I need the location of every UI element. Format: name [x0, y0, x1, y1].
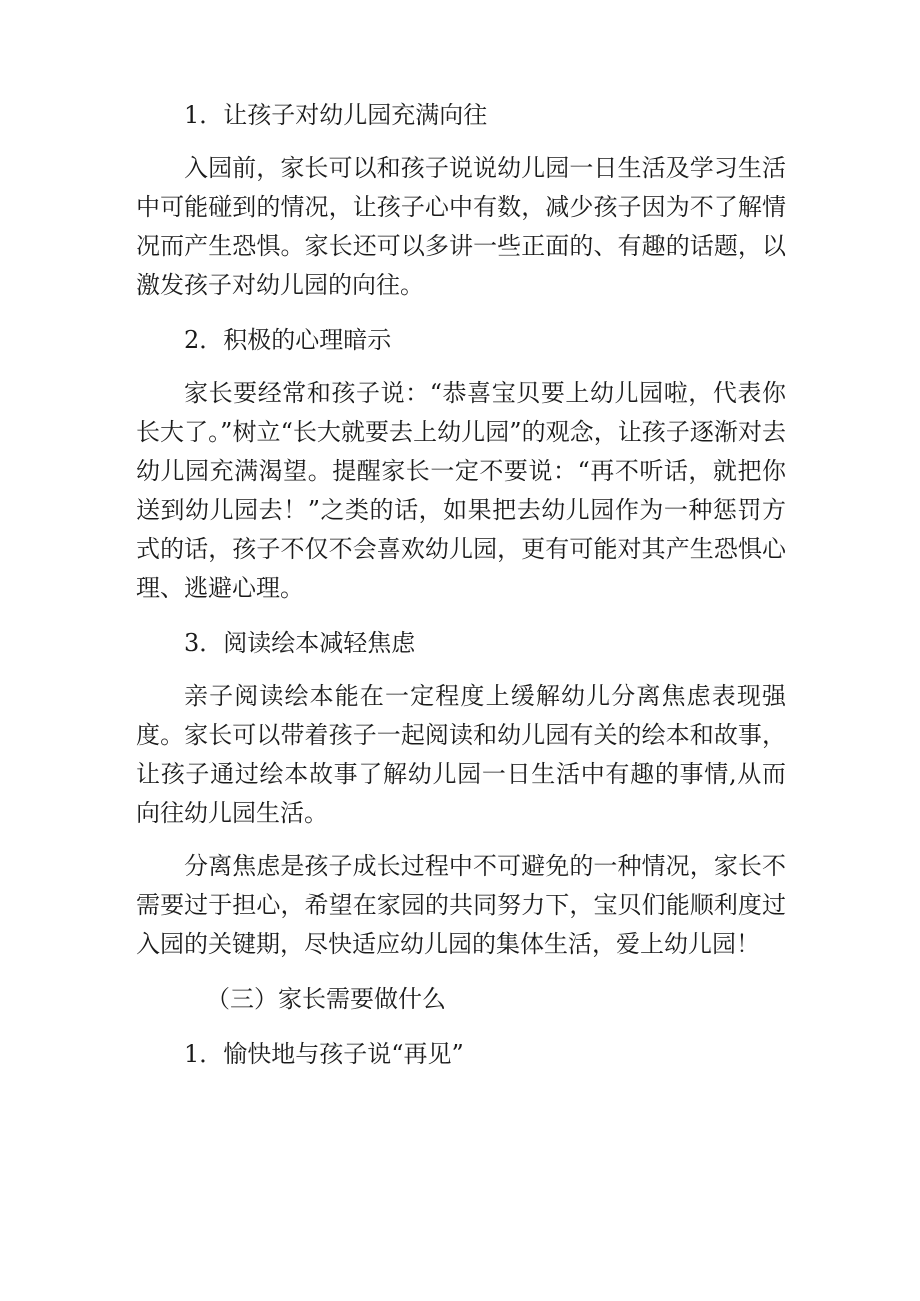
paragraph-2: 家长要经常和孩子说：“恭喜宝贝要上幼儿园啦，代表你长大了。”树立“长大就要去上幼儿园”的观念，让孩子逐渐对去幼儿园充满渴望。提醒家长一定不要说：“再不听话，就把你送到幼儿园去！”之类的话，如果把去幼儿园作为一种惩罚方式的话，孩子不仅不会喜欢幼儿园，更有可能对其产生恐惧心理、逃避心理。	[136, 379, 786, 602]
paragraph-1: 入园前，家长可以和孩子说说幼儿园一日生活及学习生活中可能碰到的情况，让孩子心中有数，减少孩子因为不了解情况而产生恐惧。家长还可以多讲一些正面的、有趣的话题，以激发孩子对幼儿园的向往。	[136, 154, 786, 299]
section-heading-1: 1．让孩子对幼儿园充满向往	[184, 101, 488, 129]
document-body	[136, 96, 786, 1074]
paragraph-3: 亲子阅读绘本能在一定程度上缓解幼儿分离焦虑表现强度。家长可以带着孩子一起阅读和幼儿园有关的绘本和故事，让孩子通过绘本故事了解幼儿园一日生活中有趣的事情,从而向往幼儿园生活。	[136, 682, 786, 827]
chapter-subheading: （三）家长需要做什么	[206, 985, 446, 1013]
paragraph-4: 分离焦虑是孩子成长过程中不可避免的一种情况，家长不需要过于担心，希望在家园的共同努力下，宝贝们能顺利度过入园的关键期，尽快适应幼儿园的集体生活，爱上幼儿园！	[136, 852, 786, 958]
section-heading-4: 1．愉快地与孩子说“再见”	[184, 1040, 464, 1068]
section-heading-3: 3．阅读绘本减轻焦虑	[184, 629, 416, 657]
section-heading-2: 2．积极的心理暗示	[184, 326, 392, 354]
